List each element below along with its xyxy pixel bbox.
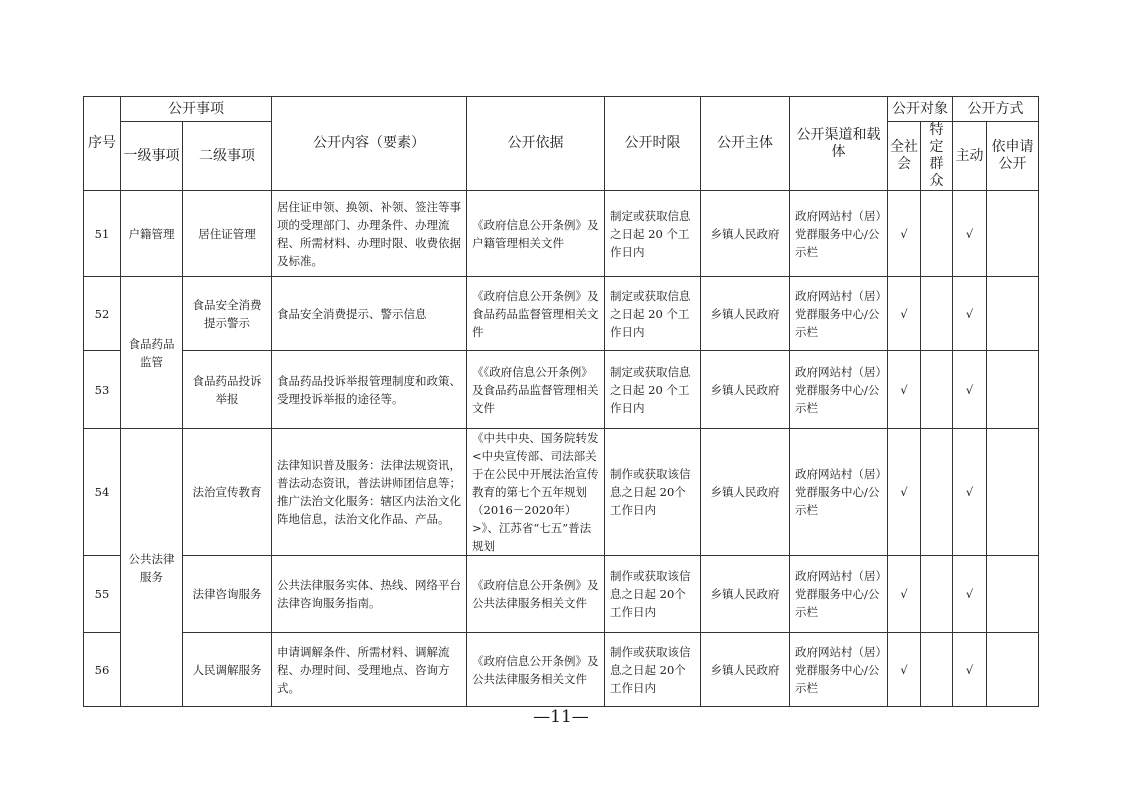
row-level1: 公共法律服务 (121, 429, 183, 707)
row-target-specific-check (921, 556, 953, 633)
row-content: 申请调解条件、所需材料、调解流程、办理时间、受理地点、咨询方式。 (272, 633, 467, 707)
row-target-specific-check (921, 191, 953, 277)
row-seq: 54 (84, 429, 121, 556)
row-basis: 《中共中央、国务院转发<中央宣传部、司法部关于在公民中开展法治宣传教育的第七个五年规划（2016－2020年）>》、江苏省“七五”普法规划 (467, 429, 605, 556)
row-target-specific-check (921, 277, 953, 351)
row-channel: 政府网站村（居）党群服务中心/公示栏 (790, 277, 888, 351)
row-method-active-check: √ (953, 351, 987, 429)
row-target-all-check: √ (888, 556, 921, 633)
row-subject: 乡镇人民政府 (701, 191, 790, 277)
header-content: 公开内容（要素） (272, 97, 467, 191)
row-target-all-check: √ (888, 191, 921, 277)
row-channel: 政府网站村（居）党群服务中心/公示栏 (790, 429, 888, 556)
row-method-request-check (987, 277, 1039, 351)
row-seq: 55 (84, 556, 121, 633)
row-subject: 乡镇人民政府 (701, 556, 790, 633)
row-channel: 政府网站村（居）党群服务中心/公示栏 (790, 191, 888, 277)
row-content: 公共法律服务实体、热线、网络平台法律咨询服务指南。 (272, 556, 467, 633)
header-subject: 公开主体 (701, 97, 790, 191)
row-subject: 乡镇人民政府 (701, 277, 790, 351)
row-level2: 食品安全消费提示警示 (183, 277, 272, 351)
header-level2: 二级事项 (183, 122, 272, 191)
row-channel: 政府网站村（居）党群服务中心/公示栏 (790, 556, 888, 633)
row-time-limit: 制作或获取该信息之日起 20个工作日内 (605, 556, 701, 633)
header-method-group: 公开方式 (953, 97, 1039, 122)
row-target-specific-check (921, 429, 953, 556)
row-method-active-check: √ (953, 429, 987, 556)
row-subject: 乡镇人民政府 (701, 429, 790, 556)
row-content: 居住证申领、换领、补领、签注等事项的受理部门、办理条件、办理流程、所需材料、办理时限、收费依据及标准。 (272, 191, 467, 277)
header-level1: 一级事项 (121, 122, 183, 191)
row-method-active-check: √ (953, 556, 987, 633)
row-basis: 《政府信息公开条例》及食品药品监督管理相关文件 (467, 277, 605, 351)
header-target-specific: 特定群众 (921, 122, 953, 191)
row-basis: 《《政府信息公开条例》及食品药品监督管理相关文件 (467, 351, 605, 429)
row-level2: 居住证管理 (183, 191, 272, 277)
row-seq: 52 (84, 277, 121, 351)
row-level1: 户籍管理 (121, 191, 183, 277)
header-seq: 序号 (84, 97, 121, 191)
header-target-all: 全社会 (888, 122, 921, 191)
row-time-limit: 制定或获取信息之日起 20 个工作日内 (605, 191, 701, 277)
table-row (84, 191, 1039, 277)
row-target-all-check: √ (888, 429, 921, 556)
row-method-request-check (987, 556, 1039, 633)
header-target-group: 公开对象 (888, 97, 953, 122)
header-channel: 公开渠道和载体 (790, 97, 888, 191)
table-row (84, 556, 1039, 633)
row-method-request-check (987, 429, 1039, 556)
row-method-active-check: √ (953, 633, 987, 707)
row-level1: 食品药品监管 (121, 277, 183, 429)
table-row (84, 633, 1039, 707)
header-method-request: 依申请公开 (987, 122, 1039, 191)
row-target-all-check: √ (888, 633, 921, 707)
row-content: 法律知识普及服务：法律法规资讯，普法动态资讯，普法讲师团信息等；推广法治文化服务：辖区内法治文化阵地信息，法治文化作品、产品。 (272, 429, 467, 556)
header-items-group: 公开事项 (121, 97, 272, 122)
row-method-request-check (987, 633, 1039, 707)
row-seq: 53 (84, 351, 121, 429)
row-subject: 乡镇人民政府 (701, 633, 790, 707)
header-time-limit: 公开时限 (605, 97, 701, 191)
page-number: —11— (533, 707, 589, 727)
row-basis: 《政府信息公开条例》及公共法律服务相关文件 (467, 633, 605, 707)
table-row (84, 429, 1039, 556)
header-method-active: 主动 (953, 122, 987, 191)
row-seq: 56 (84, 633, 121, 707)
row-target-specific-check (921, 351, 953, 429)
row-target-all-check: √ (888, 277, 921, 351)
row-seq: 51 (84, 191, 121, 277)
row-subject: 乡镇人民政府 (701, 351, 790, 429)
row-level2: 人民调解服务 (183, 633, 272, 707)
row-time-limit: 制定或获取信息之日起 20 个工作日内 (605, 351, 701, 429)
row-content: 食品药品投诉举报管理制度和政策、受理投诉举报的途径等。 (272, 351, 467, 429)
disclosure-table (83, 96, 1039, 707)
row-time-limit: 制作或获取该信息之日起 20个工作日内 (605, 429, 701, 556)
row-method-active-check: √ (953, 191, 987, 277)
row-level2: 法律咨询服务 (183, 556, 272, 633)
row-channel: 政府网站村（居）党群服务中心/公示栏 (790, 351, 888, 429)
row-time-limit: 制作或获取该信息之日起 20个工作日内 (605, 633, 701, 707)
row-time-limit: 制定或获取信息之日起 20 个工作日内 (605, 277, 701, 351)
row-channel: 政府网站村（居）党群服务中心/公示栏 (790, 633, 888, 707)
row-level2: 食品药品投诉举报 (183, 351, 272, 429)
row-basis: 《政府信息公开条例》及公共法律服务相关文件 (467, 556, 605, 633)
row-basis: 《政府信息公开条例》及户籍管理相关文件 (467, 191, 605, 277)
row-level2: 法治宣传教育 (183, 429, 272, 556)
row-method-request-check (987, 351, 1039, 429)
header-basis: 公开依据 (467, 97, 605, 191)
header-row-top (84, 97, 1039, 122)
row-target-all-check: √ (888, 351, 921, 429)
row-content: 食品安全消费提示、警示信息 (272, 277, 467, 351)
row-method-request-check (987, 191, 1039, 277)
table-row (84, 277, 1039, 351)
row-target-specific-check (921, 633, 953, 707)
row-method-active-check: √ (953, 277, 987, 351)
table-row (84, 351, 1039, 429)
